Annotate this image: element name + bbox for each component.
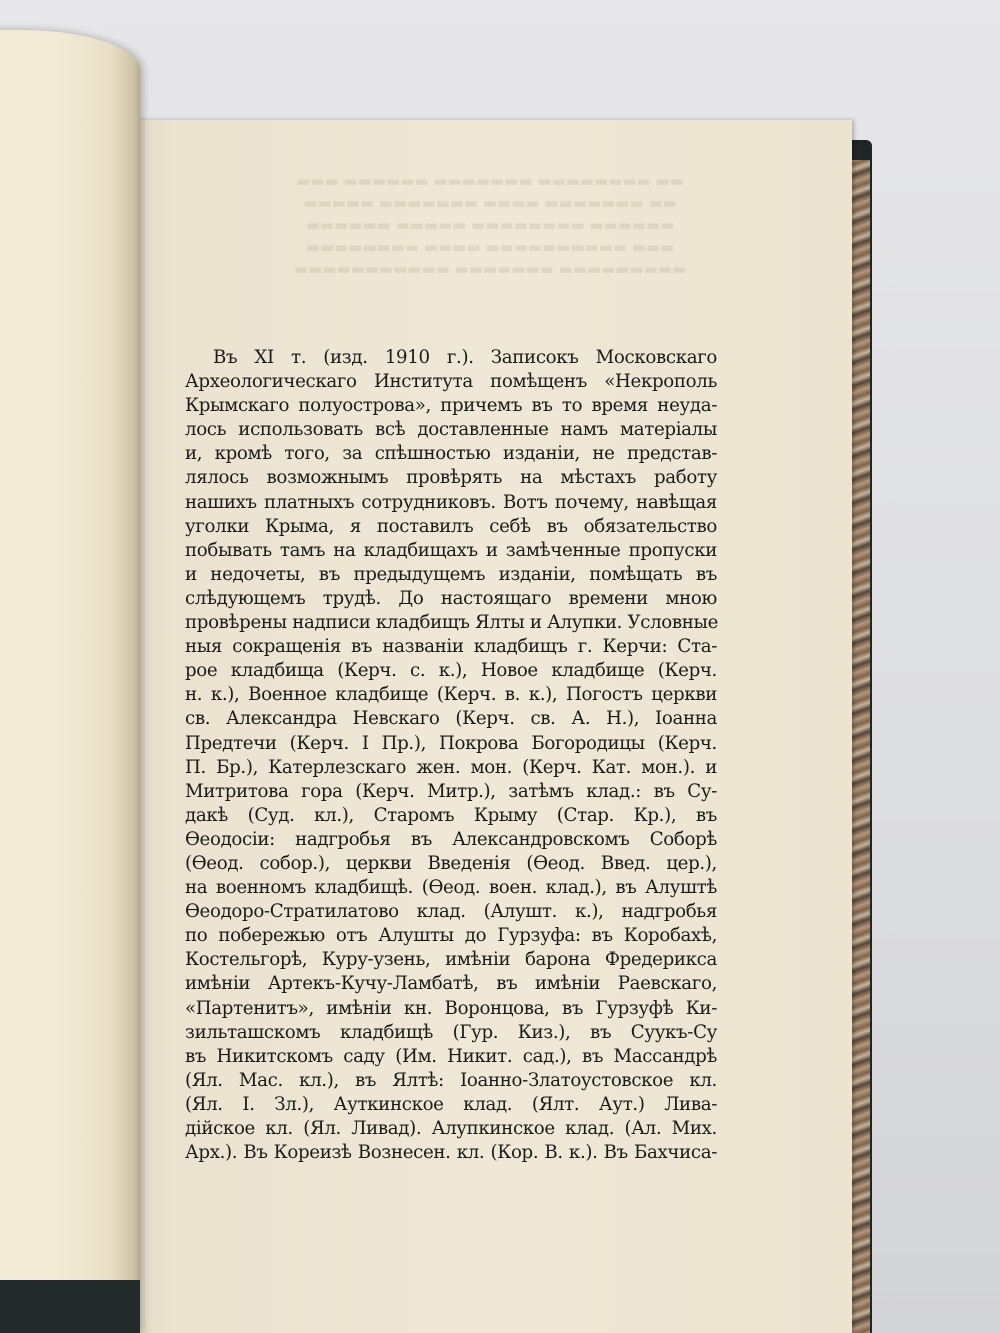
text-line: нашихъ платныхъ сотрудниковъ. Вотъ почему, навѣщая: [185, 491, 717, 513]
text-line: по побережью отъ Алушты до Гурзуфа: въ Коробахѣ,: [185, 925, 717, 947]
text-line: дійское кл. (Ял. Ливад). Алупкинское клад. (Ал. Мих.: [185, 1118, 717, 1139]
text-line: побывать тамъ на кладбищахъ и замѣченные пропуски: [185, 539, 717, 561]
text-line: и недочеты, въ предыдущемъ изданіи, помѣщать въ: [185, 563, 717, 585]
text-line: на военномъ кладбищѣ. (Ѳеод. воен. клад.), въ Алуштѣ: [185, 877, 717, 899]
text-line: (Ял. Мас. кл.), въ Ялтѣ: Іоанно-Златоустовское кл.: [185, 1069, 717, 1091]
left-page-curl: [0, 30, 140, 1333]
text-line: лось использовать всѣ доставленные намъ матеріалы: [185, 419, 717, 441]
text-line: Въ XI т. (изд. 1910 г.). Записокъ Московскаго: [213, 347, 717, 368]
text-line: лялось возможнымъ провѣрять на мѣстахъ работу: [185, 467, 717, 489]
page-text-block: [185, 346, 717, 1165]
text-line: Ѳеодоро-Стратилатово клад. (Алушт. к.), надгробья: [185, 901, 717, 923]
text-line: н. к.), Военное кладбище (Керч. в. к.), Погостъ церкви: [185, 684, 717, 706]
text-line: Крымскаго полуострова», причемъ въ то время неуда-: [185, 395, 717, 417]
text-line: рое кладбища (Керч. с. к.), Новое кладбище (Керч.: [185, 660, 717, 682]
bleed-through-text: ▬▬▬ ▬▬▬▬▬▬ ▬▬▬▬▬▬▬ ▬▬▬▬▬▬▬▬ ▬▬ ▬▬▬▬▬ ▬▬▬▬▬▬▬ ▬▬▬▬ ▬▬▬▬▬▬▬ ▬▬ ▬▬▬▬▬▬ ▬▬▬▬▬ ▬▬▬▬▬▬▬▬ ▬▬▬▬▬▬ ▬▬▬▬▬▬▬▬ ▬▬▬▬ ▬▬▬▬▬▬▬▬▬▬ ▬▬▬ ▬▬▬▬▬▬▬▬▬▬▬ ▬▬▬▬▬▬▬ ▬▬▬▬▬▬▬▬▬: [293, 172, 687, 278]
left-cover-edge: [0, 1280, 140, 1333]
text-line: и, кромѣ того, за спѣшностью изданіи, не представ-: [185, 443, 717, 465]
text-line: Костельгорѣ, Куру-узень, имѣніи барона Фредерикса: [185, 949, 717, 971]
text-line: «Партенитъ», имѣніи кн. Воронцова, въ Гурзуфѣ Ки-: [185, 997, 717, 1019]
text-line: дакѣ (Суд. кл.), Старомъ Крыму (Стар. Кр.), въ: [185, 804, 717, 826]
text-line: св. Александра Невскаго (Керч. св. А. Н.), Іоанна: [185, 708, 717, 730]
text-line: Арх.). Въ Кореизѣ Вознесен. кл. (Кор. В. к.). Въ Бахчиса-: [185, 1142, 717, 1164]
text-line: зильташскомъ кладбищѣ (Гур. Киз.), въ Суукъ-Су: [185, 1021, 717, 1043]
text-line: Ѳеодосіи: надгробья въ Александровскомъ Соборѣ: [185, 828, 717, 850]
text-line: слѣдующемъ трудѣ. До настоящаго времени мною: [185, 587, 717, 609]
text-line: провѣрены надписи кладбищъ Ялты и Алупки. Условные: [185, 612, 719, 634]
text-line: ныя сокращенія въ названіи кладбищъ г. Керчи: Ста-: [185, 636, 717, 658]
text-line: Археологическаго Института помѣщенъ «Некрополь: [185, 371, 717, 393]
text-line: (Ѳеод. собор.), церкви Введенія (Ѳеод. Введ. цер.),: [185, 852, 717, 874]
text-line: въ Никитскомъ саду (Им. Никит. сад.), въ Массандрѣ: [185, 1045, 717, 1067]
text-line: Предтечи (Керч. І Пр.), Покрова Богородицы (Керч.: [185, 732, 717, 754]
text-line: Митритова гора (Керч. Митр.), затѣмъ клад.: въ Су-: [185, 780, 717, 802]
text-line: уголки Крыма, я поставилъ себѣ въ обязательство: [185, 515, 717, 537]
text-line: П. Бр.), Катерлезскаго жен. мон. (Керч. Кат. мон.). и: [185, 756, 717, 778]
text-line: имѣніи Артекъ-Кучу-Ламбатѣ, въ имѣніи Раевскаго,: [185, 973, 717, 995]
text-line: (Ял. І. Зл.), Ауткинское клад. (Ялт. Аут.) Лива-: [185, 1093, 717, 1115]
